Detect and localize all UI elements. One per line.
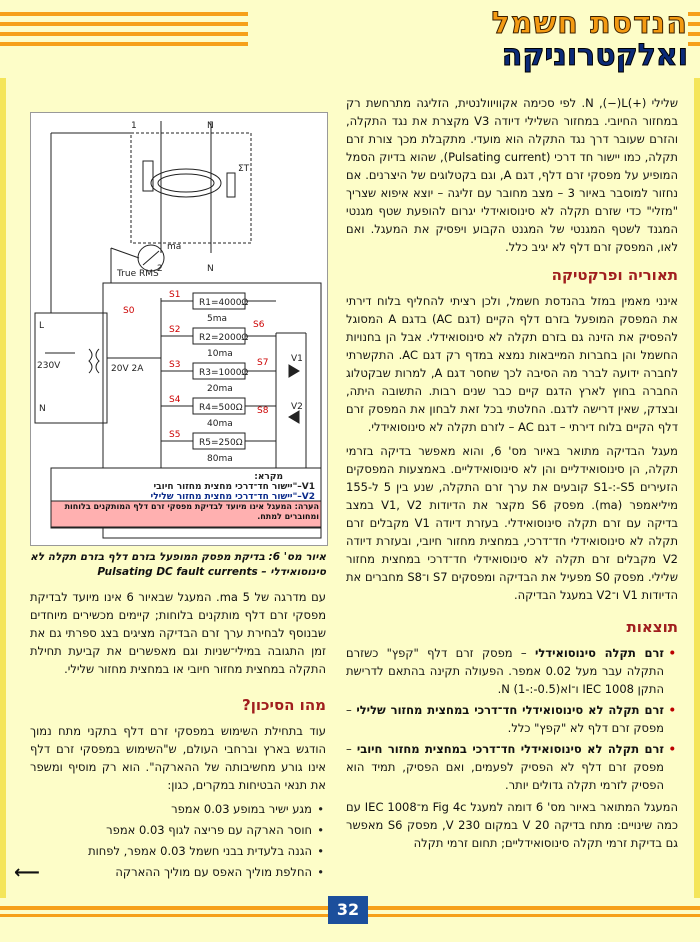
diode-v1: V1: [291, 354, 303, 364]
resistor-r2: R2=2000Ω: [199, 333, 249, 343]
figure-note: הערה: המעגל אינו מיועד לבדיקת מפסקי זרם דלף המותקנים בלוחות ומחוברים למתח.: [64, 502, 319, 521]
legend-v2: V2–"יישור חד־דרכי מחצית מחזור שלילי: [150, 492, 315, 502]
result-item: • זרם תקלה לא סינוסואידלי חד־דרכי במחצית מחזור חיובי – מפסק זרם דלף לא הפסיק לפעמים, ואם הפסיק, תמיד הוא הפסיק לזרמי תקלה גדולים יותר.: [346, 740, 664, 794]
continue-arrow-icon: ⟵: [14, 862, 40, 883]
page-number: 32: [328, 896, 368, 924]
resistor-r3-current: 20ma: [207, 384, 233, 394]
breaker-terminal-n-top: N: [207, 121, 214, 131]
intro-paragraph: שלילי (+)N ,(−)L. לפי סכימה אקוויוולנטית, הזליגה מתרחשת רק במחזור החיובי. במחזור השלילי דיודה V3 מקצרת את נגד התקלה, והזרם שעובר דרך נגד התקלה הוא מועדי. מתקבלת מכך צורת זרם תקלה, כמו יישור חד דרכי (Pulsating current), שהוא בדיוק הסמל המופיע על מפסקי זרם דלף, דגם A, וגם בקטלוגים של היצרנים. אם נחזור למוסבר באיור 3 – מצב מחובר עם זליגה – יוצא איפוא שצריך "מזלי" כדי שזרם תקלה לא סינוסואידלי יגרום להופעת שטף מגנטי המגנד לשטף המגנטי של המגנט הקבוע ויפסיק את המעגל. ואם לאו, המפסק זרם דלף לא יגיב כלל.: [346, 96, 678, 254]
left-column: [30, 588, 326, 885]
right-column: [346, 94, 678, 858]
diode-v2: V2: [291, 402, 303, 412]
breaker-label: ΣT: [238, 164, 250, 174]
legend-v1: V1–"יישור חד־דרכי מחצית מחזור חיובי: [153, 482, 315, 492]
caption-line-1: איור מס' 6: בדיקת מפסק המופעל בזרם דלף בזרם תקלה לא: [30, 551, 326, 563]
resistor-r1: R1=4000Ω: [199, 298, 249, 308]
closing-paragraph: המעגל המתואר באיור מס' 6 דומה למעגל Fig 4c מ־IEC 1008 עם כמה שינויים: מתח בדיקה 20 V במקום 230 V, מפסק S6 מאפשר גם בדיקת זרמי תקלה סינוסואידליים; תחום זרמי תקלה: [346, 800, 679, 850]
title-line-1: הנדסת חשמל: [491, 6, 688, 41]
resistor-r5-current: 80ma: [207, 454, 233, 464]
left-paragraph-2: עוד בתחילת השימוש במפסקי זרם דלף בתקני מתח נמוך הודגש בארץ וברחבי העולם, ש"השימוש במפסקי זרם דלף אינו גורע מחשיבותה של ההארקה". הוא רק מוסיף ומשפר את תנאי הבטיחות במקרים, כגון:: [30, 724, 326, 792]
switch-s8: S8: [257, 406, 269, 416]
switch-s4: S4: [169, 395, 181, 405]
breaker-terminal-2: 2: [157, 264, 163, 274]
switch-s6: S6: [253, 320, 265, 330]
circuit-diagram-figure: [30, 112, 328, 546]
terminal-n: N: [39, 404, 46, 414]
breaker-terminal-n-bottom: N: [207, 264, 214, 274]
theory-paragraph-2: מעגל הבדיקה מתואר באיור מס' 6, והוא מאפשר בדיקה בזרמי תקלה, הן סינוסואידליים והן לא סינוסואידליים. באמצעות המפסקים הזעירים S1-:-S5 קובעים את ערך זרם התקלה, שנע בין 5 ל-155 מיליאמפר (ma). מפסק S6 מקצר את הדיודות V1, V2 במצב בדיקה עם זרם תקלה סינוסואידלי. בעזרת דיודה V1 מקבלים זרם תקלה לא סינוסואידלי חד־דרכי, במחצית מחזור חיובי, ובעזרת דיודה V2 מקבלים זרם תקלה לא סינוסואידלי חד־דרכי במחצית מחזור שלילי. מפסק S0 מפעיל את הבדיקה ומפסקים S7 ו־S8 מחברים את הדיודות V1 ו־V2 במעגל הבדיקה.: [346, 444, 678, 602]
section-title-theory: תאוריה ופרקטיקה: [551, 266, 678, 284]
page-edge-left: [0, 78, 6, 898]
resistor-r3: R3=1000Ω: [199, 368, 249, 378]
transformer-primary: 230V: [37, 361, 61, 371]
page-edge-right: [694, 78, 700, 898]
risk-item: • חוסר הארקה עם פריצה לגוף 0.03 אמפר: [30, 821, 312, 839]
resistor-r2-current: 10ma: [207, 349, 233, 359]
section-title-results: תוצאות: [626, 618, 678, 636]
switch-s3: S3: [169, 360, 181, 370]
resistor-r5: R5=250Ω: [199, 438, 243, 448]
risk-item: • החלפת מוליך האפס עם מוליך ההארקה: [30, 863, 312, 881]
switch-s5: S5: [169, 430, 181, 440]
breaker-terminal-1: 1: [131, 121, 137, 131]
transformer-secondary: 20V 2A: [111, 364, 144, 374]
switch-s1: S1: [169, 290, 181, 300]
magazine-section-title: [248, 6, 688, 72]
section-title-risk: מהו הסיכון?: [242, 696, 326, 714]
legend-title: מקרא:: [254, 472, 283, 482]
left-paragraph-1: עם מדרגה של 5 ma. המעגל שבאיור 6 אינו מיועד לבדיקת מפסקי זרם דלף מותקנים בלוחות; קיימים מכשירים מיוחדים שבנוסף לבחירת ערך זרם הבדיקה מציגים בצג ספרתי גם את זמן התגובה במילי־שניות וגם מאפשרים את קביעת תחילת התקלה במחצית מחזור חיובי או במחצית מחזור שלילי.: [30, 590, 326, 676]
switch-s7: S7: [257, 358, 269, 368]
figure-caption: [30, 550, 326, 580]
results-list: [346, 644, 678, 794]
meter-unit: ma: [167, 242, 182, 252]
risk-item: • מגע ישיר במופע 0.03 אמפר: [30, 800, 312, 818]
circuit-diagram: [31, 113, 327, 545]
resistor-r4-current: 40ma: [207, 419, 233, 429]
terminal-l: L: [39, 321, 45, 331]
result-item: • זרם תקלה סינוסואידלי – מפסק זרם דלף "קפץ" כשזרם התקלה עבר מעל 0.02 אמפר. הפעולה תקינה בהתאם לדרישת התקן 1008 IEC ו־IאN (1-:-0.5).: [346, 644, 664, 698]
risk-list: [30, 800, 326, 881]
result-item: • זרם תקלה לא סינוסואידלי חד־דרכי במחצית מחזור שלילי – מפסק זרם דלף לא "קפץ" כלל.: [346, 701, 664, 737]
resistor-r1-current: 5ma: [207, 314, 228, 324]
switch-s0: S0: [123, 306, 135, 316]
meter-label: True RMS: [117, 269, 159, 279]
resistor-r4: R4=500Ω: [199, 403, 243, 413]
theory-paragraph-1: אינני מאמין במזל בהנדסת חשמל, ולכן רציתי להחליף בלוח דירתי את המפסק המופעל בזרם דלף הקיים (דגם AC) בדגם A המסוגל להפסיק את הזינה גם בזרם תקלה לא סינוסואידלי. אבל הן בחנויות החשמל והן בחברות המייבאות נמצא במדף רק דגם AC. התקשרתי לחברה ידועה לברר מה הסיבה לכך שחסר דגם A, למרות שבקטלוג החברה בחוץ לארץ הדגם קיים כבר שנים רבות. התשובה היתה, ובצדק, שאין דרישה לדגם. החלטתי בכל זאת לבחון את המפסק זרם דלף הקיים בלוח דירתי – דגם AC – לזרם תקלה לא סינוסואידלי.: [346, 294, 678, 434]
caption-line-2: סינוסואידלי – Pulsating DC fault currents: [97, 566, 326, 578]
risk-item: • הגנה בלעדית בבני חשמל 0.03 אמפר, לפחות: [30, 842, 312, 860]
title-line-2: ואלקטרוניקה: [501, 38, 688, 73]
switch-s2: S2: [169, 325, 181, 335]
